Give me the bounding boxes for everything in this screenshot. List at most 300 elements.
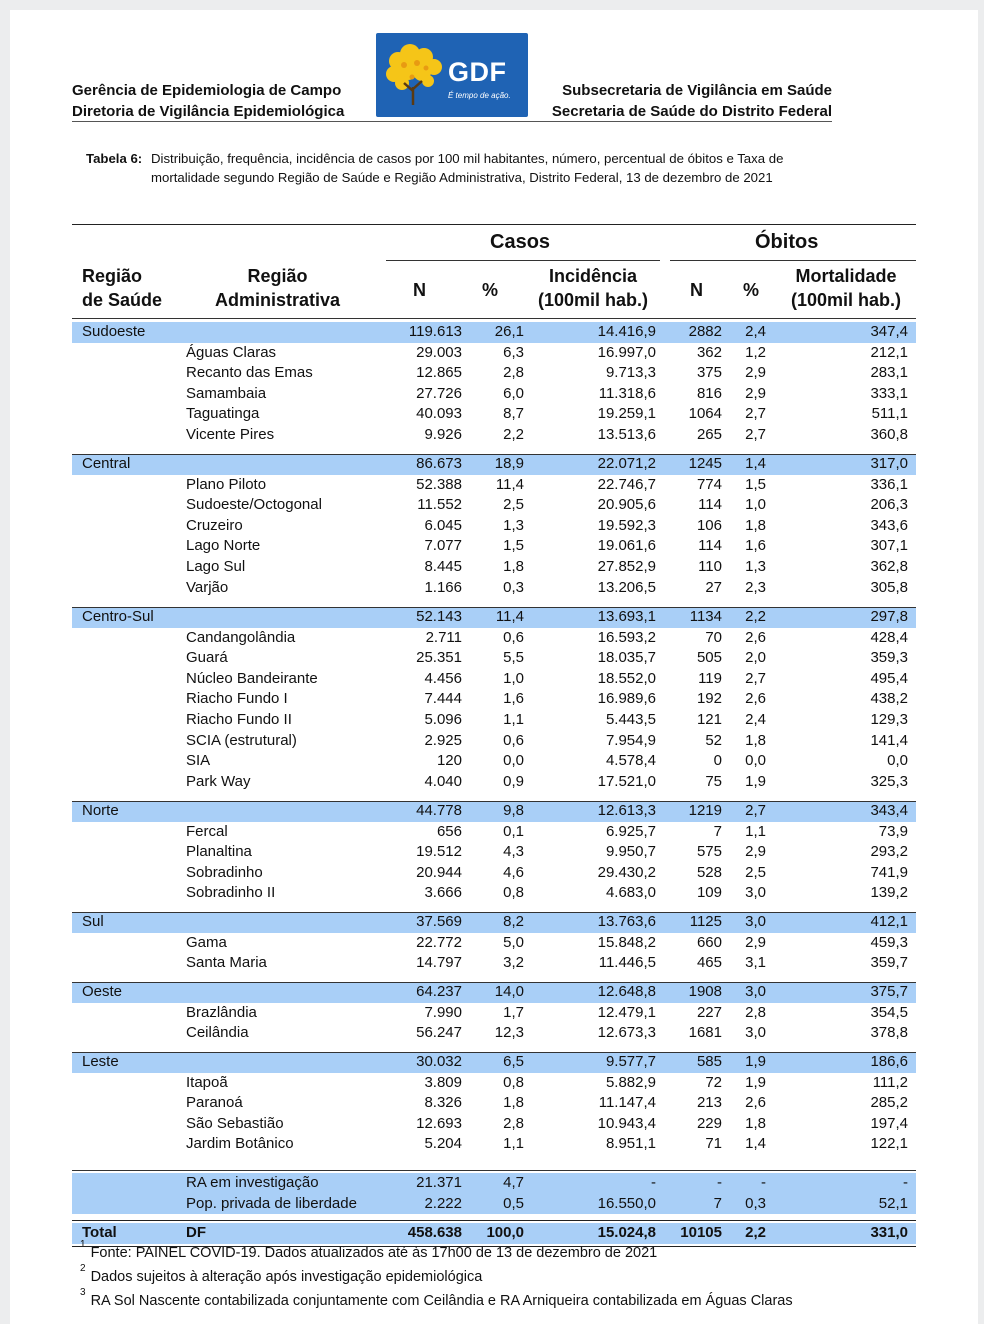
cell-obitos-n: 72 — [705, 1073, 722, 1091]
cell-mortalidade: 141,4 — [870, 731, 908, 749]
cell-casos-pct: 4,7 — [503, 1174, 524, 1191]
cell-obitos-n: 109 — [696, 884, 722, 902]
header-right-line1: Subsecretaria de Vigilância em Saúde — [562, 82, 832, 99]
cell-mortalidade: 375,7 — [870, 983, 908, 1000]
cell-incidencia: 18.552,0 — [597, 669, 656, 687]
cell-obitos-pct: 2,7 — [745, 405, 766, 423]
cell-incidencia: 12.648,8 — [597, 983, 656, 1000]
cell-obitos-pct: 2,7 — [745, 802, 766, 819]
cell-mortalidade: 139,2 — [870, 884, 908, 902]
cell-casos-pct: 9,8 — [503, 802, 524, 819]
cell-obitos-pct: - — [761, 1174, 766, 1191]
cell-obitos-n: 774 — [696, 475, 722, 493]
table-row — [72, 1003, 916, 1024]
cell-mortalidade: 741,9 — [870, 863, 908, 881]
cell-incidencia: 14.416,9 — [597, 323, 656, 340]
footnote-2-text: Dados sujeitos à alteração após investigação epidemiológica — [90, 1268, 483, 1285]
cell-obitos-pct: 1,9 — [745, 1053, 766, 1070]
cell-mortalidade: 495,4 — [870, 669, 908, 687]
table-row — [72, 933, 916, 954]
cell-obitos-n: 52 — [705, 731, 722, 749]
table-separator — [72, 982, 916, 983]
cell-regiao-administrativa: Paranoá — [186, 1094, 243, 1112]
cell-casos-pct: 11,4 — [495, 475, 524, 493]
cell-mortalidade: 285,2 — [870, 1094, 908, 1112]
cell-incidencia: 19.259,1 — [597, 405, 656, 423]
cell-incidencia: 22.746,7 — [597, 475, 656, 493]
cell-obitos-pct: 3,0 — [745, 1024, 766, 1042]
cell-obitos-pct: 2,6 — [745, 690, 766, 708]
cell-mortalidade: 354,5 — [870, 1003, 908, 1021]
cell-regiao-administrativa: Ceilândia — [186, 1024, 249, 1042]
cell-regiao-administrativa: Cruzeiro — [186, 516, 243, 534]
cell-obitos-pct: 2,2 — [745, 1224, 766, 1241]
cell-obitos-n: 575 — [696, 843, 722, 861]
header-right-line2: Secretaria de Saúde do Distrito Federal — [551, 103, 832, 120]
cell-regiao-administrativa: Sobradinho II — [186, 884, 276, 902]
table-region-row — [72, 982, 916, 1003]
cell-mortalidade: 305,8 — [870, 578, 908, 596]
cell-mortalidade: 293,2 — [870, 843, 908, 861]
cell-mortalidade: 333,1 — [870, 384, 908, 402]
cell-casos-pct: 1,7 — [503, 1003, 524, 1021]
cell-regiao-administrativa: Sudoeste/Octogonal — [186, 496, 322, 514]
header-left-line2: Diretoria de Vigilância Epidemiológica — [72, 103, 345, 120]
cell-obitos-n: 106 — [696, 516, 722, 534]
header-rule — [72, 121, 832, 122]
cell-casos-n: 7.990 — [424, 1003, 462, 1021]
cell-mortalidade: 297,8 — [870, 608, 908, 625]
cell-casos-pct: 1,1 — [503, 711, 524, 728]
cell-casos-pct: 1,0 — [503, 669, 524, 687]
col-header-regiao-saude-l1: Região — [82, 266, 143, 286]
cell-obitos-n: 1681 — [688, 1024, 722, 1042]
footnote-2-num: 2 — [80, 1263, 86, 1274]
cell-casos-n: 120 — [436, 752, 462, 770]
table-separator — [72, 1220, 916, 1221]
table-header-bottom-rule — [72, 318, 916, 319]
group-header-obitos: Óbitos — [755, 231, 819, 253]
table-separator — [72, 801, 916, 802]
cell-obitos-n: 27 — [705, 578, 722, 596]
table-region-row — [72, 1052, 916, 1073]
cell-mortalidade: 362,8 — [870, 558, 908, 575]
cell-mortalidade: 111,2 — [872, 1073, 908, 1091]
cell-casos-pct: 3,2 — [503, 954, 524, 972]
table-row — [72, 557, 916, 578]
cell-casos-pct: 6,3 — [503, 343, 524, 361]
cell-obitos-pct: 0,0 — [745, 752, 766, 770]
cell-casos-pct: 6,0 — [503, 384, 524, 402]
cell-regiao-administrativa: Brazlândia — [186, 1003, 257, 1021]
cell-casos-n: 30.032 — [416, 1053, 462, 1070]
cell-obitos-pct: 1,1 — [745, 822, 766, 840]
table-region-row — [72, 607, 916, 628]
cell-casos-pct: 100,0 — [486, 1224, 524, 1241]
cell-obitos-pct: 1,8 — [745, 516, 766, 534]
table-row — [72, 578, 916, 599]
cell-obitos-n: 10105 — [680, 1224, 722, 1241]
col-header-casos-n: N — [413, 280, 426, 300]
table-caption — [86, 149, 846, 187]
cell-casos-n: 21.371 — [416, 1174, 462, 1191]
cell-obitos-n: 528 — [696, 863, 722, 881]
col-header-incidencia-l1: Incidência — [548, 266, 638, 286]
logo-slogan: É tempo de ação. — [448, 91, 511, 100]
cell-casos-n: 5.096 — [424, 711, 462, 728]
cell-casos-pct: 1,3 — [503, 516, 524, 534]
cell-casos-n: 29.003 — [416, 343, 462, 361]
cell-obitos-pct: 2,4 — [745, 323, 766, 340]
cell-incidencia: 29.430,2 — [597, 863, 656, 881]
table-row — [72, 343, 916, 364]
cell-obitos-n: 75 — [705, 772, 722, 790]
table-row — [72, 628, 916, 649]
cell-obitos-pct: 1,5 — [745, 475, 766, 493]
cell-casos-n: 56.247 — [416, 1024, 462, 1042]
cell-obitos-pct: 2,5 — [745, 863, 766, 881]
cell-mortalidade: 347,4 — [870, 323, 908, 340]
table-region-row — [72, 801, 916, 822]
cell-obitos-pct: 1,8 — [745, 1114, 766, 1132]
cell-incidencia: 9.950,7 — [605, 843, 656, 861]
cell-casos-n: 458.638 — [407, 1224, 462, 1241]
header-left-line1: Gerência de Epidemiologia de Campo — [72, 82, 342, 99]
cell-obitos-n: 265 — [696, 426, 722, 443]
cell-mortalidade: 283,1 — [870, 364, 908, 382]
cell-casos-pct: 4,6 — [503, 863, 524, 881]
cell-mortalidade: 378,8 — [870, 1024, 908, 1042]
cell-casos-pct: 4,3 — [503, 843, 524, 861]
cell-incidencia: 20.905,6 — [597, 496, 656, 514]
col-header-regiao-administrativa — [200, 264, 355, 312]
cell-mortalidade: 360,8 — [870, 426, 908, 443]
table-row — [72, 384, 916, 405]
cell-regiao-administrativa: Sobradinho — [186, 863, 263, 881]
cell-incidencia: 11.147,4 — [598, 1094, 656, 1112]
cell-casos-n: 3.666 — [424, 884, 462, 902]
cell-incidencia: 16.989,6 — [597, 690, 656, 708]
cell-mortalidade: 212,1 — [870, 343, 908, 361]
cell-casos-pct: 0,6 — [503, 731, 524, 749]
cell-regiao-administrativa: Vicente Pires — [186, 426, 275, 443]
table-top-rule — [72, 224, 916, 225]
cell-casos-pct: 2,5 — [503, 496, 524, 514]
cell-obitos-n: 114 — [698, 496, 722, 514]
cell-mortalidade: 438,2 — [870, 690, 908, 708]
cell-obitos-pct: 2,7 — [745, 669, 766, 687]
cell-casos-n: 4.456 — [424, 669, 462, 687]
col-header-regiao-adm-l2: Administrativa — [214, 290, 341, 310]
cell-obitos-n: - — [717, 1174, 722, 1191]
col-header-regiao-saude-l2: de Saúde — [82, 290, 163, 310]
cell-regiao-administrativa: Guará — [186, 649, 228, 667]
cell-regiao-saude: Sul — [82, 913, 104, 930]
cell-casos-pct: 0,3 — [503, 578, 524, 596]
cell-casos-n: 8.326 — [424, 1094, 462, 1112]
cell-casos-pct: 11,4 — [495, 608, 524, 625]
cell-casos-n: 40.093 — [416, 405, 462, 423]
cell-incidencia: 27.852,9 — [597, 558, 656, 575]
header-right — [532, 80, 832, 122]
cell-mortalidade: 511,1 — [871, 405, 908, 423]
cell-casos-n: 11.552 — [417, 496, 462, 514]
cell-casos-pct: 2,8 — [503, 1114, 524, 1132]
col-header-regiao-adm-l1: Região — [247, 266, 308, 286]
cell-obitos-n: 121 — [696, 711, 722, 728]
cell-incidencia: 19.061,6 — [597, 537, 656, 555]
cell-obitos-n: 119 — [698, 669, 722, 687]
cell-mortalidade: 343,6 — [870, 516, 908, 534]
table-region-row — [72, 322, 916, 343]
cell-incidencia: 12.673,3 — [597, 1024, 656, 1042]
cell-mortalidade: 206,3 — [870, 496, 908, 514]
cell-obitos-pct: 0,3 — [745, 1194, 766, 1212]
cell-obitos-pct: 1,0 — [745, 496, 766, 514]
cell-obitos-n: 114 — [698, 537, 722, 555]
cell-incidencia: 13.763,6 — [597, 913, 656, 930]
cell-mortalidade: 52,1 — [878, 1194, 908, 1212]
cell-regiao-administrativa: Plano Piloto — [186, 475, 267, 493]
cell-regiao-administrativa: Águas Claras — [186, 343, 277, 361]
cell-obitos-pct: 1,9 — [745, 1073, 766, 1091]
cell-obitos-pct: 2,0 — [745, 649, 766, 667]
group-line-casos — [386, 260, 660, 261]
cell-incidencia: 12.613,3 — [597, 802, 656, 819]
cell-casos-pct: 0,8 — [503, 884, 524, 902]
footnote-3-text: RA Sol Nascente contabilizada conjuntamente com Ceilândia e RA Arniqueira contabilizada em Águas Claras — [90, 1292, 793, 1309]
cell-casos-pct: 5,0 — [503, 933, 524, 951]
cell-obitos-pct: 3,0 — [745, 884, 766, 902]
cell-obitos-pct: 1,8 — [745, 731, 766, 749]
cell-casos-pct: 1,1 — [503, 1135, 524, 1153]
table-row — [72, 1114, 916, 1135]
cell-mortalidade: 459,3 — [870, 933, 908, 951]
caption-label: Tabela 6: — [86, 151, 143, 166]
cell-incidencia: 11.318,6 — [598, 384, 656, 402]
cell-casos-n: 12.693 — [416, 1114, 462, 1132]
cell-obitos-pct: 2,9 — [745, 384, 766, 402]
group-header-casos: Casos — [490, 231, 551, 253]
table-row — [72, 953, 916, 974]
cell-casos-n: 14.797 — [416, 954, 462, 972]
cell-mortalidade: 197,4 — [870, 1114, 908, 1132]
cell-casos-pct: 0,5 — [503, 1194, 524, 1212]
cell-casos-n: 4.040 — [424, 772, 462, 790]
cell-casos-n: 9.926 — [424, 426, 462, 443]
cell-regiao-saude: Total — [82, 1224, 117, 1241]
cell-incidencia: 16.997,0 — [597, 343, 656, 361]
cell-casos-n: 25.351 — [416, 649, 462, 667]
cell-obitos-pct: 2,6 — [745, 628, 766, 646]
logo-text: GDF — [448, 57, 507, 87]
cell-casos-pct: 5,5 — [503, 649, 524, 667]
table-row — [72, 1134, 916, 1155]
cell-regiao-administrativa: Riacho Fundo II — [186, 711, 292, 728]
cell-obitos-n: 816 — [696, 384, 722, 402]
cell-incidencia: 5.443,5 — [605, 711, 656, 728]
cell-obitos-n: 1219 — [688, 802, 722, 819]
cell-obitos-n: 1125 — [689, 913, 722, 930]
table-row — [72, 475, 916, 496]
cell-casos-pct: 14,0 — [494, 983, 524, 1000]
cell-obitos-n: 70 — [705, 628, 722, 646]
cell-obitos-pct: 2,7 — [745, 426, 766, 443]
cell-mortalidade: 0,0 — [887, 752, 908, 770]
cell-casos-pct: 1,8 — [503, 1094, 524, 1112]
cell-incidencia: 7.954,9 — [605, 731, 656, 749]
table-row — [72, 842, 916, 863]
cell-regiao-administrativa: Pop. privada de liberdade — [186, 1194, 357, 1212]
cell-obitos-n: 110 — [698, 558, 722, 575]
cell-obitos-pct: 1,9 — [745, 772, 766, 790]
table-row — [72, 883, 916, 904]
cell-regiao-administrativa: Samambaia — [186, 384, 267, 402]
cell-obitos-n: 227 — [696, 1003, 722, 1021]
cell-regiao-saude: Centro-Sul — [82, 608, 154, 625]
cell-regiao-administrativa: SCIA (estrutural) — [186, 731, 297, 749]
table-row — [72, 1173, 916, 1194]
cell-obitos-n: 660 — [696, 933, 722, 951]
cell-casos-pct: 8,2 — [503, 913, 524, 930]
col-header-mortalidade-l2: (100mil hab.) — [790, 290, 902, 310]
cell-mortalidade: 186,6 — [870, 1053, 908, 1070]
cell-obitos-pct: 1,4 — [745, 1135, 766, 1153]
table-row — [72, 1073, 916, 1094]
cell-incidencia: 16.550,0 — [597, 1194, 656, 1212]
table-row — [72, 710, 916, 731]
cell-obitos-n: 585 — [696, 1053, 722, 1070]
cell-obitos-n: 71 — [705, 1135, 722, 1153]
cell-incidencia: 13.693,1 — [597, 608, 656, 625]
cell-regiao-administrativa: Gama — [186, 933, 227, 951]
footnote-3 — [80, 1287, 793, 1311]
cell-mortalidade: 129,3 — [870, 711, 908, 728]
cell-regiao-administrativa: DF — [186, 1224, 206, 1241]
cell-obitos-pct: 1,6 — [745, 537, 766, 555]
cell-incidencia: 17.521,0 — [597, 772, 656, 790]
cell-obitos-pct: 1,2 — [745, 343, 766, 361]
cell-incidencia: 16.593,2 — [597, 628, 656, 646]
cell-casos-n: 656 — [436, 822, 462, 840]
gdf-logo — [376, 33, 528, 117]
cell-obitos-n: 7 — [713, 822, 722, 840]
cell-incidencia: - — [651, 1174, 656, 1191]
cell-casos-n: 2.222 — [424, 1194, 462, 1212]
cell-regiao-administrativa: Planaltina — [186, 843, 252, 861]
cell-casos-pct: 2,8 — [503, 364, 524, 382]
table-row — [72, 1194, 916, 1215]
cell-mortalidade: 122,1 — [870, 1135, 908, 1153]
col-header-mortalidade — [782, 264, 910, 312]
cell-obitos-n: 375 — [696, 364, 722, 382]
cell-incidencia: 6.925,7 — [605, 822, 656, 840]
table-separator — [72, 1052, 916, 1053]
cell-regiao-administrativa: Riacho Fundo I — [186, 690, 288, 708]
col-header-incidencia-l2: (100mil hab.) — [537, 290, 649, 310]
cell-casos-n: 44.778 — [416, 802, 462, 819]
table-separator — [72, 454, 916, 455]
cell-casos-n: 86.673 — [416, 455, 462, 472]
table-region-row — [72, 912, 916, 933]
cell-obitos-n: 7 — [713, 1194, 722, 1212]
cell-casos-pct: 6,5 — [503, 1053, 524, 1070]
table-row — [72, 772, 916, 793]
table-row — [72, 669, 916, 690]
cell-regiao-administrativa: Santa Maria — [186, 954, 267, 972]
cell-mortalidade: 73,9 — [878, 822, 908, 840]
cell-mortalidade: 336,1 — [870, 475, 908, 493]
cell-casos-pct: 2,2 — [503, 426, 524, 443]
cell-incidencia: 4.578,4 — [605, 752, 656, 770]
cell-mortalidade: 359,7 — [870, 954, 908, 972]
cell-incidencia: 8.951,1 — [605, 1135, 656, 1153]
table-row — [72, 516, 916, 537]
cell-regiao-administrativa: Fercal — [186, 822, 228, 840]
cell-casos-n: 7.444 — [424, 690, 462, 708]
cell-regiao-administrativa: SIA — [186, 752, 211, 770]
table-row — [72, 363, 916, 384]
footnote-2 — [80, 1263, 482, 1287]
cell-obitos-n: 192 — [696, 690, 722, 708]
cell-incidencia: 5.882,9 — [605, 1073, 656, 1091]
cell-mortalidade: 428,4 — [870, 628, 908, 646]
cell-casos-pct: 1,6 — [503, 690, 524, 708]
table-row — [72, 425, 916, 446]
table-row — [72, 689, 916, 710]
cell-casos-pct: 8,7 — [503, 405, 524, 423]
col-header-obitos-n: N — [690, 280, 703, 300]
cell-obitos-pct: 1,3 — [745, 558, 766, 575]
cell-incidencia: 11.446,5 — [598, 954, 656, 972]
cell-casos-pct: 0,6 — [503, 628, 524, 646]
cell-regiao-administrativa: Itapoã — [186, 1073, 228, 1091]
cell-obitos-pct: 2,3 — [745, 578, 766, 596]
cell-incidencia: 15.024,8 — [597, 1224, 656, 1241]
cell-mortalidade: - — [903, 1174, 908, 1191]
cell-obitos-pct: 2,6 — [745, 1094, 766, 1112]
cell-incidencia: 13.513,6 — [597, 426, 656, 443]
cell-obitos-n: 0 — [713, 752, 722, 770]
cell-mortalidade: 317,0 — [870, 455, 908, 472]
cell-casos-n: 12.865 — [416, 364, 462, 382]
cell-mortalidade: 412,1 — [870, 913, 908, 930]
table-row — [72, 751, 916, 772]
cell-casos-n: 19.512 — [416, 843, 462, 861]
cell-regiao-administrativa: São Sebastião — [186, 1114, 284, 1132]
cell-casos-pct: 0,1 — [503, 822, 524, 840]
footnote-1 — [80, 1239, 657, 1263]
table-row — [72, 495, 916, 516]
cell-casos-pct: 26,1 — [494, 323, 524, 340]
cell-casos-pct: 1,5 — [503, 537, 524, 555]
cell-regiao-administrativa: Lago Norte — [186, 537, 261, 555]
cell-casos-n: 52.143 — [416, 608, 462, 625]
cell-obitos-pct: 3,0 — [745, 913, 766, 930]
cell-casos-pct: 18,9 — [494, 455, 524, 472]
footnote-1-num: 1 — [80, 1239, 86, 1250]
cell-incidencia: 4.683,0 — [605, 884, 656, 902]
cell-obitos-pct: 2,9 — [745, 364, 766, 382]
cell-regiao-administrativa: Candangolândia — [186, 628, 296, 646]
cell-regiao-administrativa: Taguatinga — [186, 405, 260, 423]
cell-obitos-pct: 2,4 — [745, 711, 766, 728]
cell-casos-n: 5.204 — [424, 1135, 462, 1153]
cell-obitos-n: 362 — [696, 343, 722, 361]
cell-incidencia: 15.848,2 — [597, 933, 656, 951]
cell-incidencia: 22.071,2 — [597, 455, 656, 472]
cell-incidencia: 9.713,3 — [605, 364, 656, 382]
